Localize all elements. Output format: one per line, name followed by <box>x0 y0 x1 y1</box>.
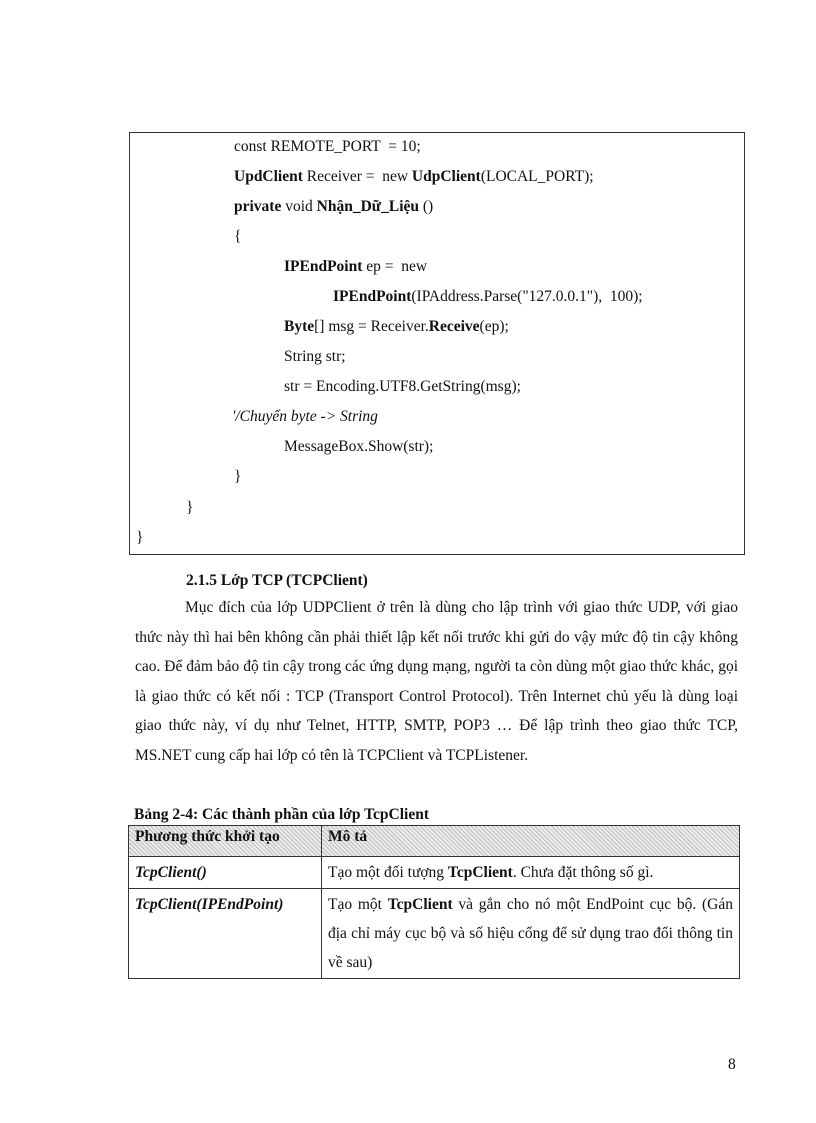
body-paragraph: Mục đích của lớp UDPClient ở trên là dùng cho lập trình với giao thức UDP, với giao thức này thì hai bên không cần phải thiết lập kết nối trước khi gửi do vậy mức độ tin cậy không cao. Để đảm bảo độ tin cậy trong các ứng dụng mạng, người ta còn dùng một giao thức khác, gọi là giao thức có kết nối : TCP (Transport Control Protocol). Trên Internet chủ yếu là dùng loại giao thức này, ví dụ như Telnet, HTTP, SMTP, POP3 … Để lập trình theo giao thức TCP, MS.NET cung cấp hai lớp có tên là TCPClient và TCPListener. <box>135 599 738 764</box>
tcpclient-table <box>128 825 740 979</box>
code-line: IPEndPoint(IPAddress.Parse("127.0.0.1"), 100); <box>333 288 643 305</box>
page-number: 8 <box>728 1056 736 1073</box>
code-box <box>129 132 745 555</box>
code-line: MessageBox.Show(str); <box>284 438 434 455</box>
code-line: const REMOTE_PORT = 10; <box>234 138 421 155</box>
code-comment: '/Chuyển byte -> String <box>232 408 378 425</box>
section-heading: 2.1.5 Lớp TCP (TCPClient) <box>186 572 368 589</box>
code-line: UpdClient Receiver = new UdpClient(LOCAL_PORT); <box>234 168 594 185</box>
code-line: } <box>234 468 242 485</box>
code-line: Byte[] msg = Receiver.Receive(ep); <box>284 318 509 335</box>
method-cell: TcpClient(IPEndPoint) <box>129 889 322 979</box>
table-caption: Bảng 2-4: Các thành phần của lớp TcpClient <box>134 806 429 823</box>
description-cell: Tạo một đối tượng TcpClient. Chưa đặt thông số gì. <box>322 857 740 889</box>
code-line: } <box>186 499 194 516</box>
column-header: Phương thức khởi tạo <box>129 826 322 857</box>
code-line: } <box>136 529 144 546</box>
code-line: IPEndPoint ep = new <box>284 258 428 275</box>
column-header: Mô tả <box>322 826 740 857</box>
table-row <box>129 889 740 979</box>
code-line: private void Nhận_Dữ_Liệu () <box>234 198 434 215</box>
code-line: String str; <box>284 348 346 365</box>
table-header-row <box>129 826 740 857</box>
method-cell: TcpClient() <box>129 857 322 889</box>
description-cell: Tạo một TcpClient và gắn cho nó một EndPoint cục bộ. (Gán địa chỉ máy cục bộ và số hiệu cổng để sử dụng trao đổi thông tin về sau) <box>322 889 740 979</box>
code-line: str = Encoding.UTF8.GetString(msg); <box>284 378 521 395</box>
table-row <box>129 857 740 889</box>
code-line: { <box>234 228 242 245</box>
